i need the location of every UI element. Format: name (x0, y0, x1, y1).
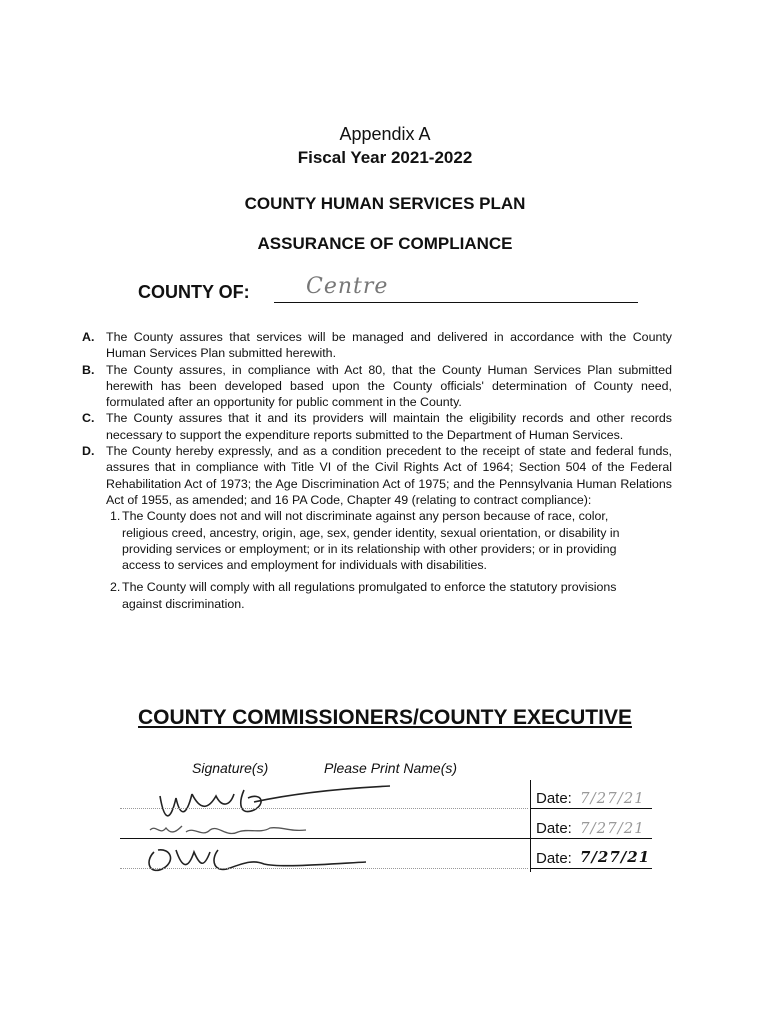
county-label: COUNTY OF: (138, 282, 250, 302)
clause-text: The County assures, in compliance with Act 80, that the County Human Services Plan submitted herewith has been developed based upon the County officials' determination of County need, formulated after an opportunity for public comment in the County. (106, 362, 672, 410)
clause-text: The County hereby expressly, and as a condition precedent to the receipt of state and federal funds, assures that in compliance with Title VI of the Civil Rights Act of 1964; Section 504 of the Federal Rehabilitation Act of 1973; the Age Discrimination Act of 1975; and the Pennsylvania Human Relations Act of 1955, as amended; and 16 PA Code, Chapter 49 (relating to contract compliance): (106, 444, 672, 507)
commissioners-heading: COUNTY COMMISSIONERS/COUNTY EXECUTIVE (138, 706, 632, 729)
assurance-clauses (82, 329, 672, 612)
date-label: Date: (536, 790, 572, 807)
sub-item-2 (82, 579, 672, 612)
plan-title: COUNTY HUMAN SERVICES PLAN (244, 194, 526, 213)
county-name-handwritten: Centre (306, 274, 389, 299)
sub-item-1 (82, 508, 672, 573)
date-line-3 (530, 868, 652, 869)
date-value-handwritten: 7/27/21 (580, 789, 645, 807)
date-label: Date: (536, 850, 572, 867)
clause-text: The County assures that services will be managed and delivered in accordance with the County Human Services Plan submitted herewith. (106, 330, 672, 361)
date-value-handwritten: 7/27/21 (580, 848, 651, 866)
clause-letter: C. (82, 411, 95, 426)
print-name-column-header: Please Print Name(s) (324, 760, 458, 776)
handwritten-signatures (130, 780, 530, 876)
signature-line-1 (120, 808, 528, 809)
clause-b (82, 362, 672, 411)
sub-item-text: The County will comply with all regulations promulgated to enforce the statutory provisions against discrimination. (122, 580, 617, 611)
row-divider (120, 838, 652, 839)
date-value-handwritten: 7/27/21 (580, 819, 645, 837)
assurance-title: ASSURANCE OF COMPLIANCE (257, 234, 513, 253)
date-label: Date: (536, 820, 572, 837)
date-line-1 (530, 808, 652, 809)
clause-c (82, 410, 672, 443)
clause-text: The County assures that it and its providers will maintain the eligibility records and other records necessary to support the expenditure reports submitted to the Department of Human Services. (106, 411, 672, 442)
sub-item-number: 2. (110, 580, 121, 595)
sub-item-number: 1. (110, 509, 121, 524)
column-divider (530, 780, 531, 872)
county-row (138, 274, 638, 306)
fiscal-year: Fiscal Year 2021-2022 (297, 148, 473, 167)
county-underline (274, 302, 638, 303)
appendix-title: Appendix A (339, 124, 431, 144)
clause-letter: D. (82, 444, 95, 459)
sub-item-text: The County does not and will not discriminate against any person because of race, color, religious creed, ancestry, origin, age, sex, gender identity, sexual orientation, or disability in providing services or employment; or in its relationship with other providers; or in providing access to services and employment for individuals with disabilities. (122, 509, 620, 573)
signature-table (120, 760, 660, 880)
clause-letter: B. (82, 362, 95, 377)
signature-line-3 (120, 868, 528, 869)
clause-letter: A. (82, 330, 95, 344)
clause-a (82, 329, 672, 362)
signature-column-header: Signature(s) (192, 760, 269, 776)
clause-d (82, 443, 672, 508)
